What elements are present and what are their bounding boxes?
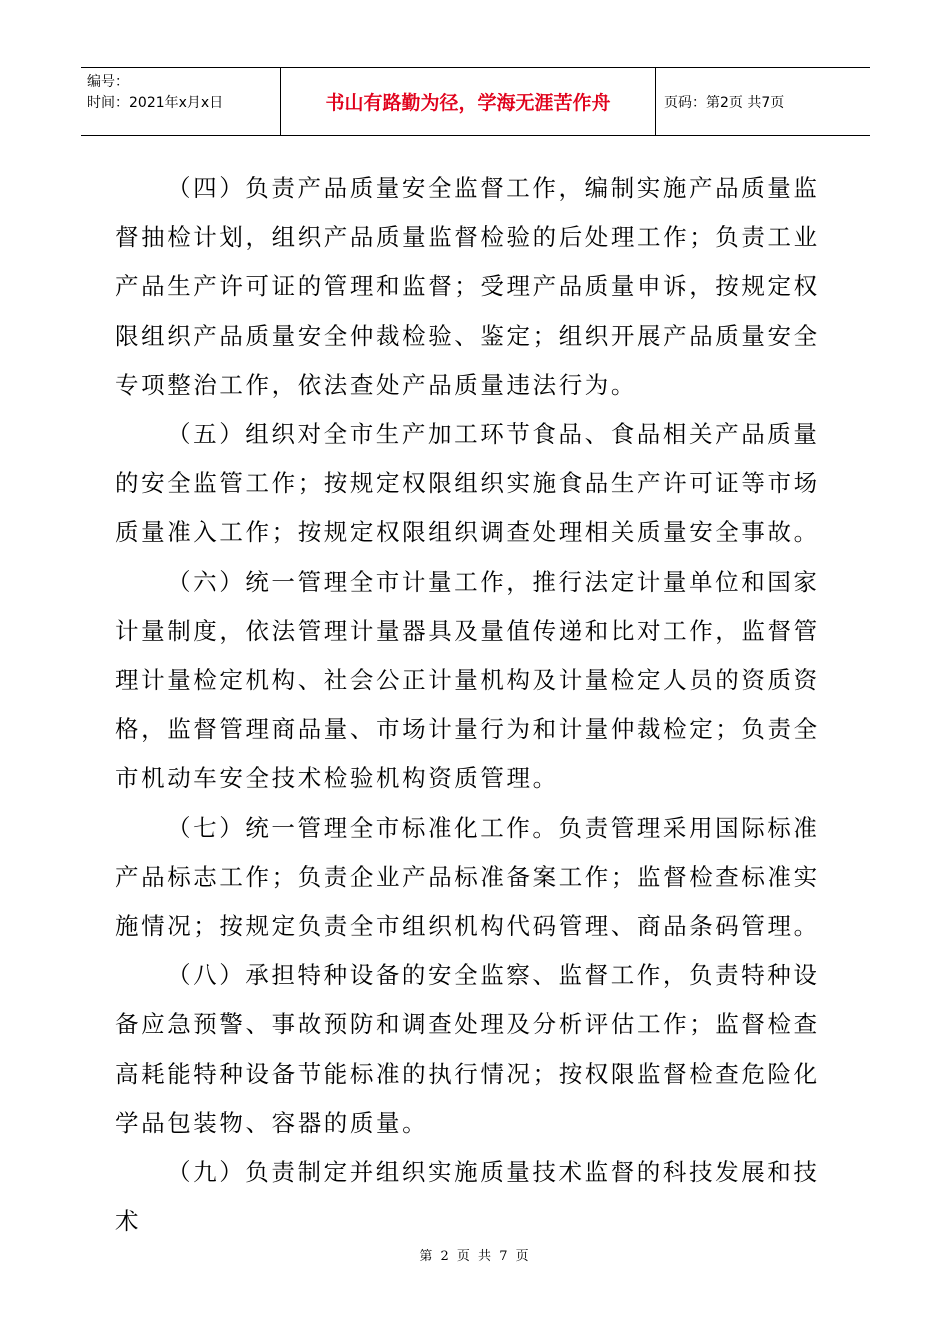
- header-motto: 书山有路勤为径，学海无涯苦作舟: [281, 68, 656, 135]
- paragraph-8: （八）承担特种设备的安全监察、监督工作，负责特种设备应急预警、事故预防和调查处理及分析评估工作；监督检查高耗能特种设备节能标准的执行情况；按权限监督检查危险化学品包装物、容器的质量。: [115, 961, 820, 1137]
- document-body: [115, 164, 839, 1246]
- paragraph-4: （四）负责产品质量安全监督工作，编制实施产品质量监督抽检计划，组织产品质量监督检验的后处理工作；负责工业产品生产许可证的管理和监督；受理产品质量申诉，按规定权限组织产品质量安全仲裁检验、鉴定；组织开展产品质量安全专项整治工作，依法查处产品质量违法行为。: [115, 174, 820, 399]
- document-time-label: 时间：2021年x月x日: [87, 95, 224, 111]
- page-footer-number: 第 2 页 共 7 页: [419, 1249, 531, 1264]
- header-page-info: 页码：第2页 共7页: [664, 94, 785, 111]
- paragraph-7: （七）统一管理全市标准化工作。负责管理采用国际标准产品标志工作；负责企业产品标准备案工作；监督检查标准实施情况；按规定负责全市组织机构代码管理、商品条码管理。: [115, 813, 820, 941]
- page-header: [81, 67, 870, 136]
- header-meta-cell: [81, 68, 281, 135]
- document-number-label: 编号：: [87, 74, 129, 90]
- paragraph-6: （六）统一管理全市计量工作，推行法定计量单位和国家计量制度，依法管理计量器具及量值传递和比对工作，监督管理计量检定机构、社会公正计量机构及计量检定人员的资质资格，监督管理商品量、市场计量行为和计量仲裁检定；负责全市机动车安全技术检验机构资质管理。: [115, 567, 820, 793]
- paragraph-5: （五）组织对全市生产加工环节食品、食品相关产品质量的安全监管工作；按规定权限组织实施食品生产许可证等市场质量准入工作；按规定权限组织调查处理相关质量安全事故。: [115, 420, 820, 547]
- paragraph-9: （九）负责制定并组织实施质量技术监督的科技发展和技术: [115, 1158, 820, 1236]
